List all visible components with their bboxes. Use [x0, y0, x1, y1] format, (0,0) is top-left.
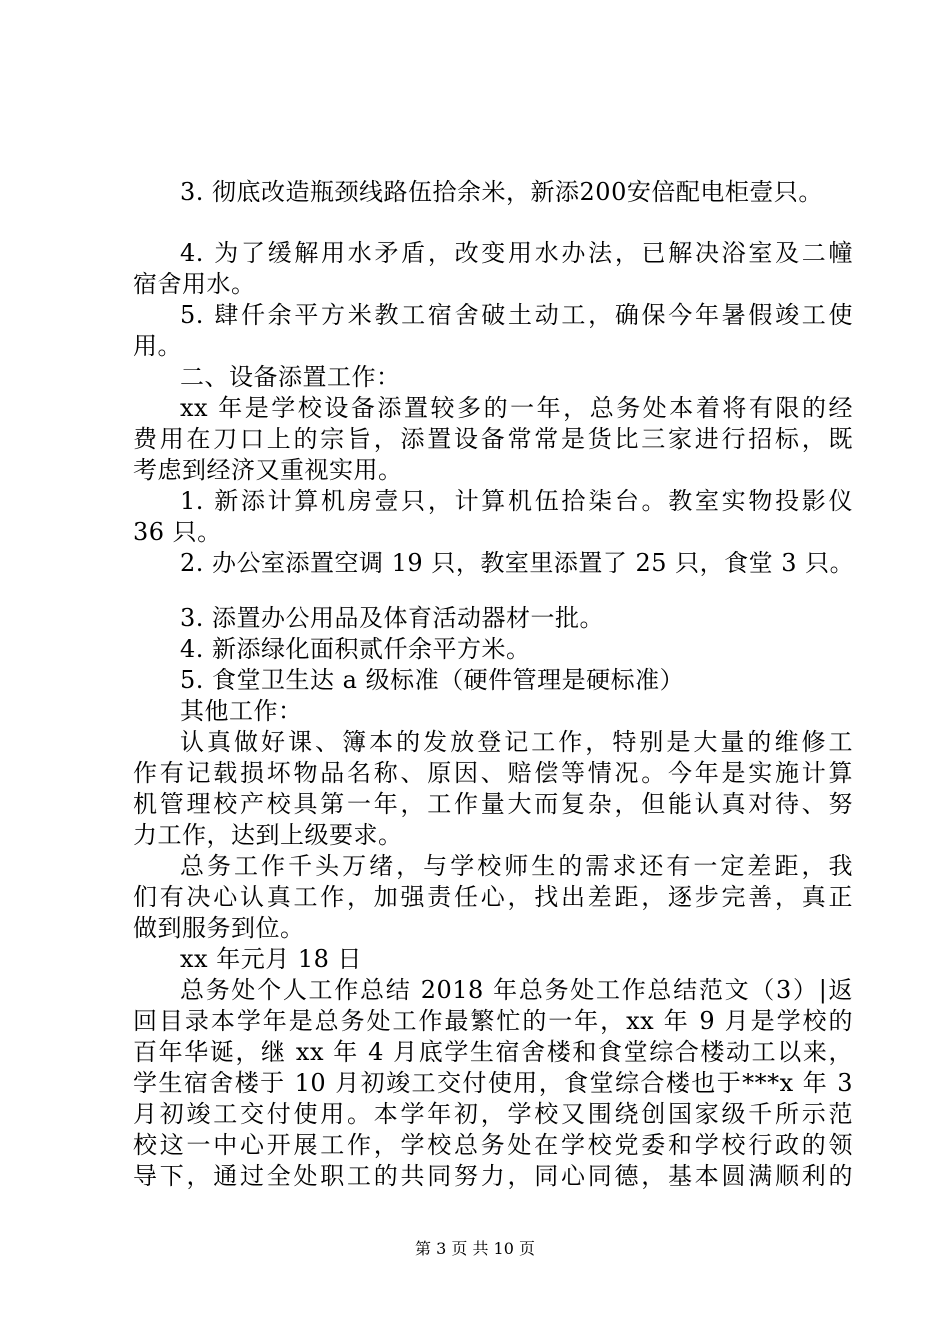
paragraph-line: 1. 新添计算机房壹只，计算机伍拾柒台。教室实物投影仪: [180, 487, 853, 515]
paragraph-line: 费用在刀口上的宗旨，添置设备常常是货比三家进行招标，既: [133, 425, 853, 453]
paragraph-line: 做到服务到位。: [133, 914, 305, 942]
paragraph-line: 总务工作千头万绪，与学校师生的需求还有一定差距，我: [180, 852, 853, 880]
paragraph-line: 宿舍用水。: [133, 270, 256, 298]
section-heading: 二、设备添置工作：: [180, 363, 401, 391]
paragraph-line: 力工作，达到上级要求。: [133, 821, 403, 849]
paragraph-line: 学生宿舍楼于 10 月初竣工交付使用，食堂综合楼也于***x 年 3: [133, 1069, 853, 1097]
paragraph-line: 导下，通过全处职工的共同努力，同心同德，基本圆满顺利的: [133, 1162, 853, 1190]
paragraph-line: 4. 新添绿化面积贰仟余平方米。: [180, 635, 531, 663]
paragraph-line: 百年华诞，继 xx 年 4 月底学生宿舍楼和食堂综合楼动工以来，: [133, 1038, 853, 1066]
page-number-footer: 第 3 页 共 10 页: [415, 1239, 535, 1258]
section-heading: 其他工作：: [180, 697, 303, 725]
paragraph-line: 月初竣工交付使用。本学年初，学校又围绕创国家级千所示范: [133, 1100, 853, 1128]
paragraph-line: 总务处个人工作总结 2018 年总务处工作总结范文（3）|返: [180, 976, 853, 1004]
paragraph-line: 们有决心认真工作，加强责任心，找出差距，逐步完善，真正: [133, 883, 853, 911]
date-line: xx 年元月 18 日: [180, 945, 362, 973]
paragraph-line: 回目录本学年是总务处工作最繁忙的一年，xx 年 9 月是学校的: [133, 1007, 853, 1035]
paragraph-line: 用。: [133, 332, 182, 360]
paragraph-line: 机管理校产校具第一年，工作量大而复杂，但能认真对待、努: [133, 790, 853, 818]
paragraph-line: 3. 彻底改造瓶颈线路伍拾余米，新添200安倍配电柜壹只。: [180, 178, 823, 206]
paragraph-line: 5. 食堂卫生达 a 级标准（硬件管理是硬标准）: [180, 666, 685, 694]
paragraph-line: xx 年是学校设备添置较多的一年，总务处本着将有限的经: [180, 394, 853, 422]
paragraph-line: 考虑到经济又重视实用。: [133, 456, 403, 484]
paragraph-line: 作有记载损坏物品名称、原因、赔偿等情况。今年是实施计算: [133, 759, 853, 787]
paragraph-line: 校这一中心开展工作，学校总务处在学校党委和学校行政的领: [133, 1131, 853, 1159]
paragraph-line: 4. 为了缓解用水矛盾，改变用水办法，已解决浴室及二幢: [180, 239, 853, 267]
paragraph-line: 2. 办公室添置空调 19 只，教室里添置了 25 只，食堂 3 只。: [180, 549, 855, 577]
paragraph-line: 36 只。: [133, 518, 222, 546]
paragraph-line: 5. 肆仟余平方米教工宿舍破土动工，确保今年暑假竣工使: [180, 301, 853, 329]
paragraph-line: 3. 添置办公用品及体育活动器材一批。: [180, 604, 605, 632]
paragraph-line: 认真做好课、簿本的发放登记工作，特别是大量的维修工: [180, 728, 853, 756]
